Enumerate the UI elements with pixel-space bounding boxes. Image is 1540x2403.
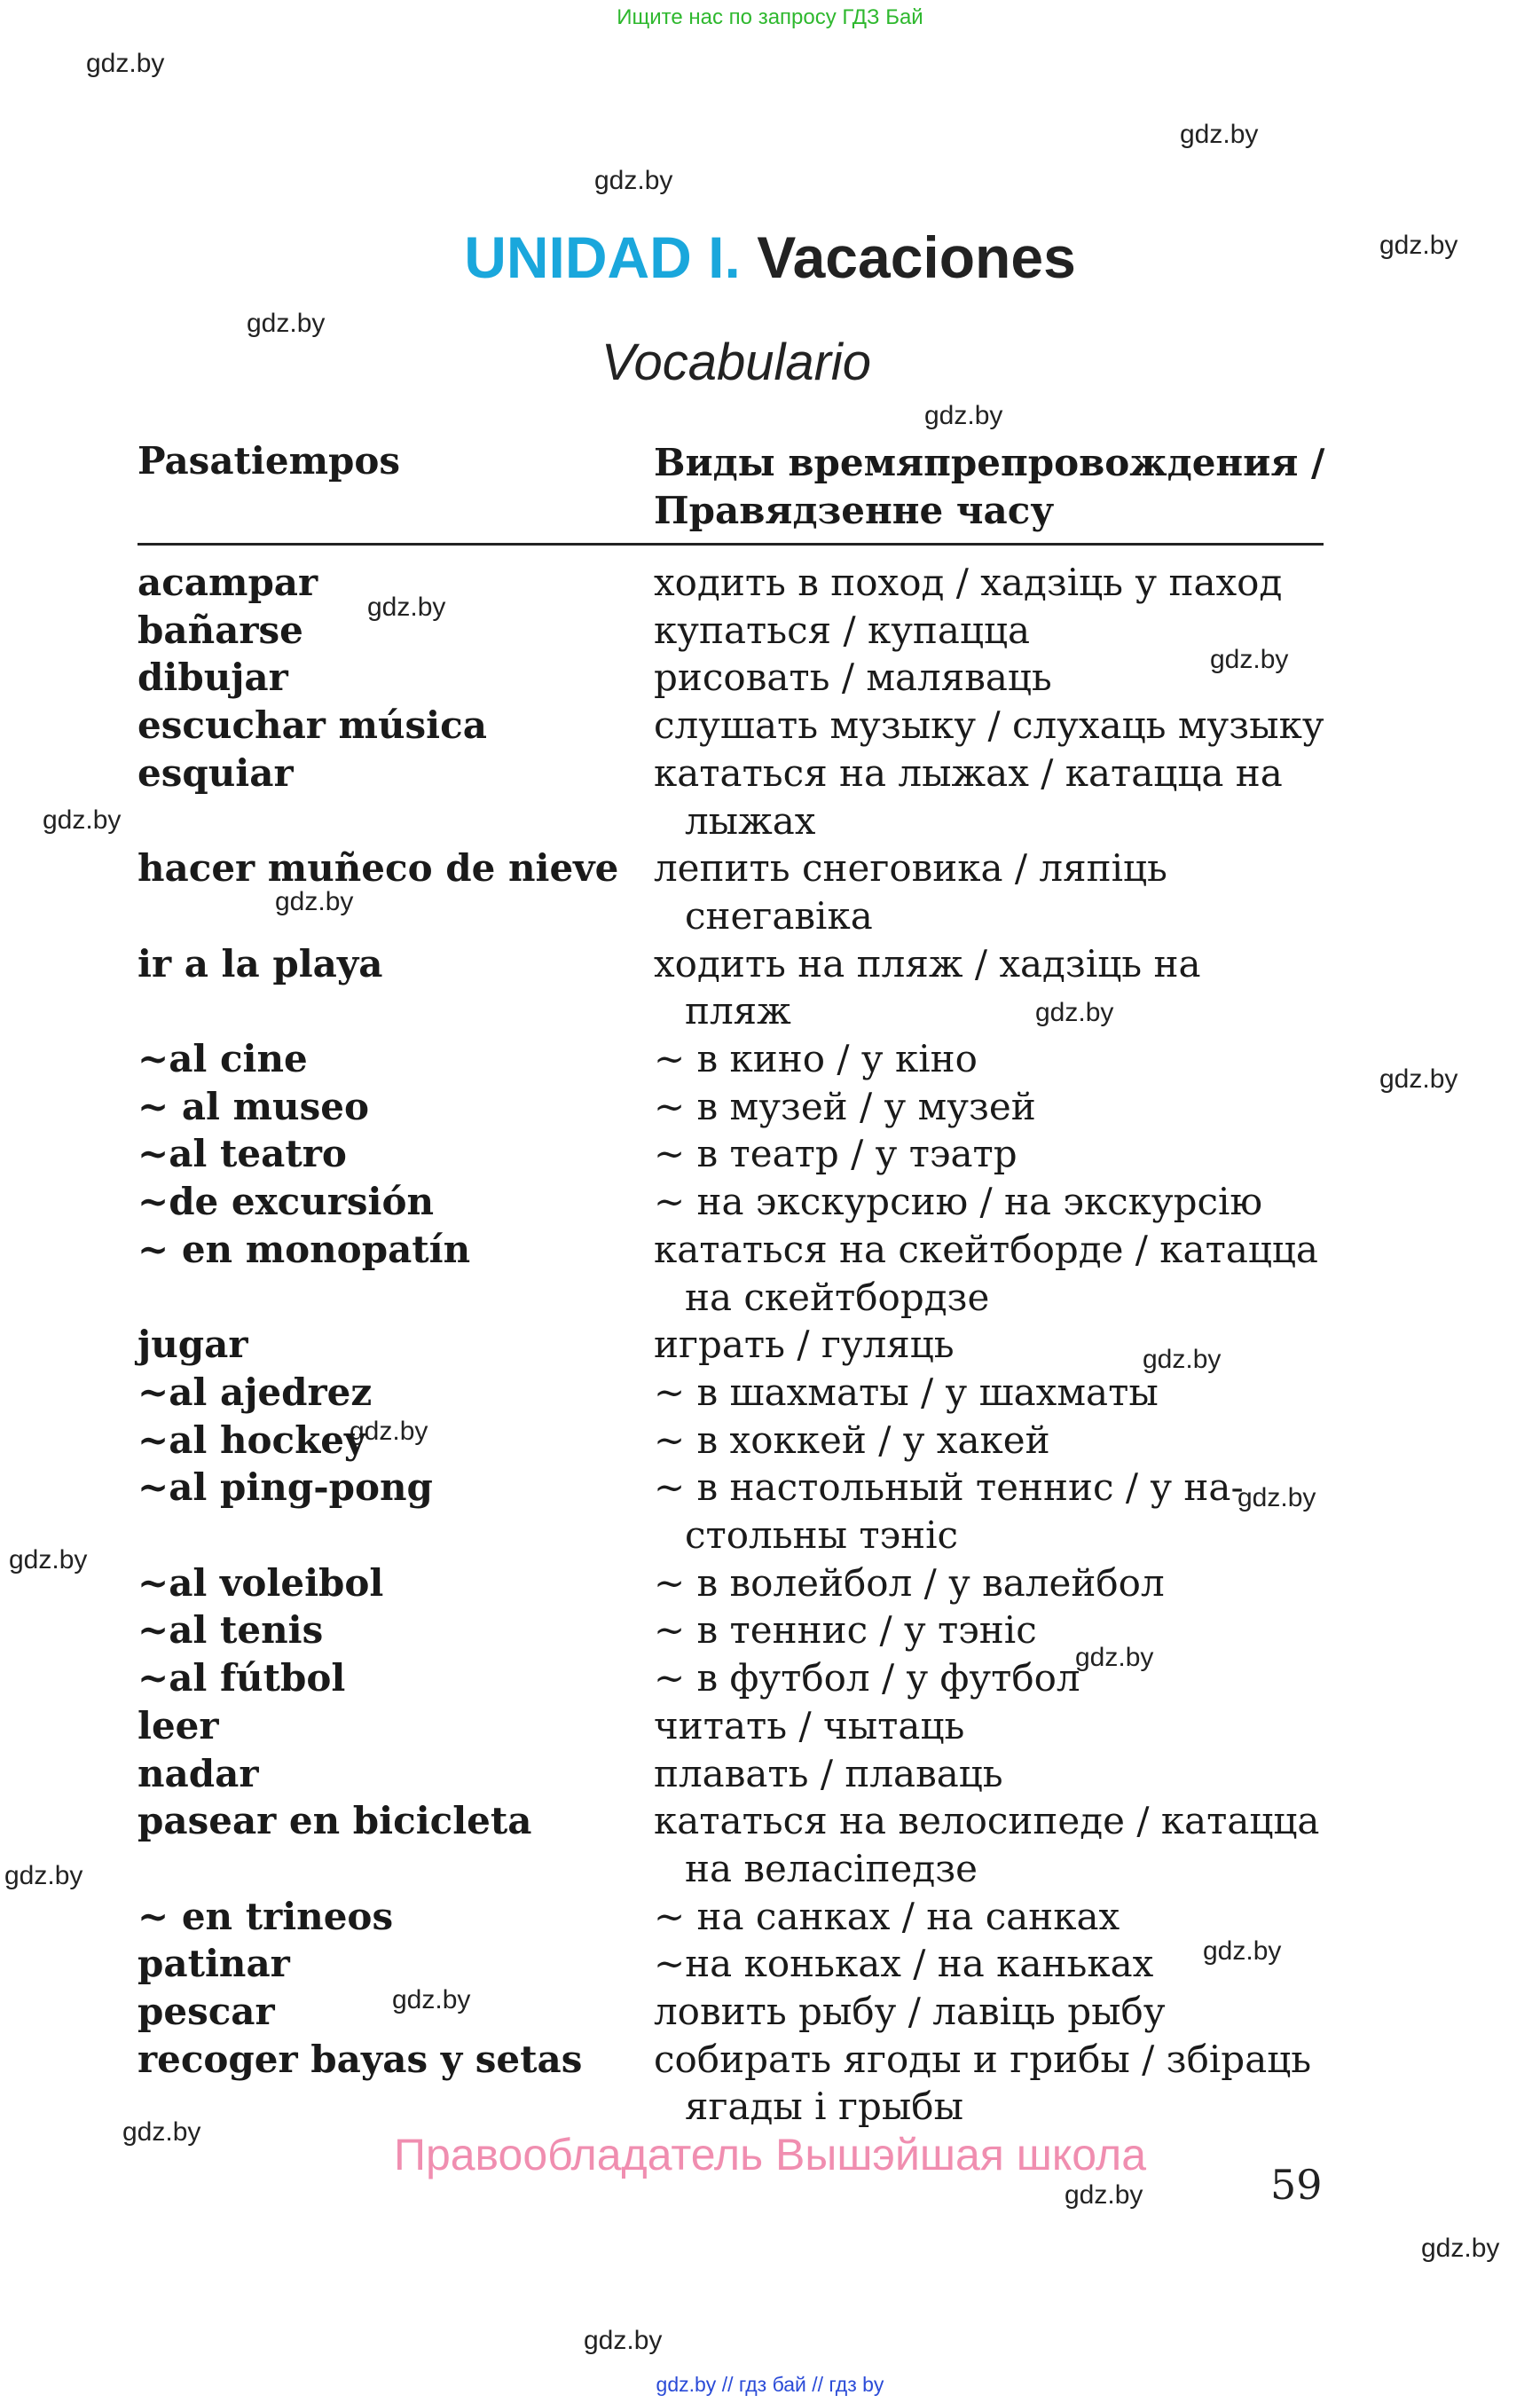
vocab-translation: ходить в поход / хадзіць у паход — [654, 561, 1283, 604]
vocab-translation-continued: ягады і грыбы — [685, 2085, 963, 2129]
vocab-translation: ~ в музей / у музей — [654, 1084, 1036, 1128]
vocab-translation-continued: снегавіка — [685, 893, 873, 938]
vocab-translation: ~ в шахматы / у шахматы — [654, 1370, 1159, 1414]
watermark: gdz.by — [9, 1545, 88, 1575]
watermark: gdz.by — [1180, 120, 1259, 149]
vocab-translation: купаться / купацца — [654, 608, 1031, 652]
watermark: gdz.by — [584, 2326, 663, 2355]
vocab-translation: ~ в кино / у кіно — [654, 1037, 978, 1080]
vocab-translation: кататься на велосипеде / катацца — [654, 1799, 1320, 1843]
vocab-translation: ~ в волейбол / у валейбол — [654, 1560, 1165, 1605]
vocab-translation: ~ в хоккей / у хакей — [654, 1417, 1050, 1462]
vocab-term: acampar — [138, 561, 318, 604]
vocab-translation-continued: на скейтбордзе — [685, 1275, 990, 1319]
vocab-term: ~al cine — [138, 1037, 308, 1080]
vocab-term: escuchar música — [138, 703, 487, 748]
watermark: gdz.by — [86, 49, 165, 78]
vocab-translation: ~ в теннис / у тэніс — [654, 1608, 1037, 1653]
watermark: gdz.by — [367, 593, 446, 622]
watermark: gdz.by — [392, 1985, 471, 2014]
watermark: gdz.by — [1035, 998, 1114, 1027]
watermark: gdz.by — [924, 401, 1003, 430]
vocab-term: hacer muñeco de nieve — [138, 846, 619, 891]
vocab-translation: лепить снеговика / ляпіць — [654, 846, 1167, 891]
vocab-term: leer — [138, 1703, 219, 1747]
vocab-term: ~ en monopatín — [138, 1227, 471, 1271]
vocab-translation: играть / гуляць — [654, 1323, 955, 1367]
vocab-term: bañarse — [138, 608, 303, 652]
vocab-term: dibujar — [138, 656, 288, 700]
vocab-term: ~al fútbol — [138, 1656, 346, 1700]
section-subtitle: Vocabulario — [601, 334, 872, 391]
copyright-notice: Правообладатель Вышэйшая школа — [394, 2130, 1146, 2179]
vocab-term: ~al voleibol — [138, 1560, 384, 1605]
vocab-term: ~al hockey — [138, 1417, 366, 1462]
vocab-term: jugar — [138, 1323, 248, 1367]
vocab-term: ~ en trineos — [138, 1894, 394, 1938]
vocab-translation-continued: на веласіпедзе — [685, 1846, 978, 1890]
vocab-term: ir a la playa — [138, 941, 383, 986]
watermark: gdz.by — [1379, 1064, 1458, 1094]
vocab-translation: плавать / плаваць — [654, 1751, 1003, 1795]
vocab-term: ~al tenis — [138, 1608, 324, 1653]
watermark: gdz.by — [43, 805, 122, 835]
watermark: gdz.by — [594, 166, 673, 195]
vocab-term: ~de excursión — [138, 1180, 435, 1224]
unit-name: Vacaciones — [757, 224, 1076, 290]
vocab-translation: читать / чытаць — [654, 1703, 965, 1747]
vocab-term: recoger bayas y setas — [138, 2037, 583, 2081]
vocab-translation: ~ в театр / у тэатр — [654, 1132, 1018, 1176]
watermark: gdz.by — [1143, 1345, 1222, 1374]
vocab-term: ~ al museo — [138, 1084, 369, 1128]
vocab-translation: ловить рыбу / лавіць рыбу — [654, 1990, 1166, 2033]
vocab-term: pasear en bicicleta — [138, 1799, 532, 1843]
vocab-term: esquiar — [138, 750, 294, 795]
vocab-translation: ~ в футбол / у футбол — [654, 1656, 1080, 1700]
column-header-translation: Виды времяпрепровождения / Правядзенне часу — [654, 441, 1325, 532]
vocab-term: nadar — [138, 1751, 259, 1795]
vocab-translation: ~ на экскурсию / на экскурсію — [654, 1180, 1263, 1224]
footer-note: gdz.by // гдз бай // гдз by — [656, 2373, 884, 2396]
vocab-translation: кататься на лыжах / катацца на — [654, 750, 1283, 795]
vocab-translation-continued: стольны тэніс — [685, 1513, 959, 1557]
vocab-translation: кататься на скейтборде / катацца — [654, 1227, 1318, 1271]
page-number: 59 — [1270, 2161, 1323, 2209]
vocab-translation: ~ в настольный теннис / у на- — [654, 1465, 1244, 1510]
unit-label: UNIDAD I. — [464, 224, 741, 290]
watermark: gdz.by — [1210, 645, 1289, 674]
vocab-translation: ~ на санках / на санках — [654, 1894, 1120, 1938]
vocab-term: patinar — [138, 1942, 290, 1986]
column-header-spanish: Pasatiempos — [138, 439, 401, 483]
vocab-term: pescar — [138, 1990, 275, 2033]
vocab-translation: ~на коньках / на каньках — [654, 1942, 1154, 1986]
vocab-translation: собирать ягоды и грибы / збіраць — [654, 2037, 1312, 2081]
vocab-translation: ходить на пляж / хадзіць на — [654, 941, 1201, 986]
watermark: gdz.by — [350, 1417, 428, 1446]
watermark: gdz.by — [1203, 1936, 1282, 1966]
vocab-term: ~al teatro — [138, 1132, 347, 1176]
vocab-term: ~al ajedrez — [138, 1370, 373, 1414]
vocab-translation: слушать музыку / слухаць музыку — [654, 703, 1324, 748]
watermark: gdz.by — [1421, 2234, 1500, 2263]
watermark: gdz.by — [247, 309, 326, 338]
vocab-translation: рисовать / маляваць — [654, 656, 1052, 700]
header-note: Ищите нас по запросу ГДЗ Бай — [617, 5, 923, 29]
watermark: gdz.by — [275, 887, 354, 916]
watermark: gdz.by — [1075, 1643, 1154, 1672]
watermark: gdz.by — [1065, 2180, 1143, 2210]
watermark: gdz.by — [122, 2117, 201, 2147]
watermark: gdz.by — [1238, 1483, 1316, 1512]
watermark: gdz.by — [4, 1861, 83, 1890]
vocab-translation-continued: лыжах — [685, 798, 816, 843]
watermark: gdz.by — [1379, 231, 1458, 260]
vocab-term: ~al ping-pong — [138, 1465, 433, 1510]
vocab-translation-continued: пляж — [685, 989, 791, 1033]
